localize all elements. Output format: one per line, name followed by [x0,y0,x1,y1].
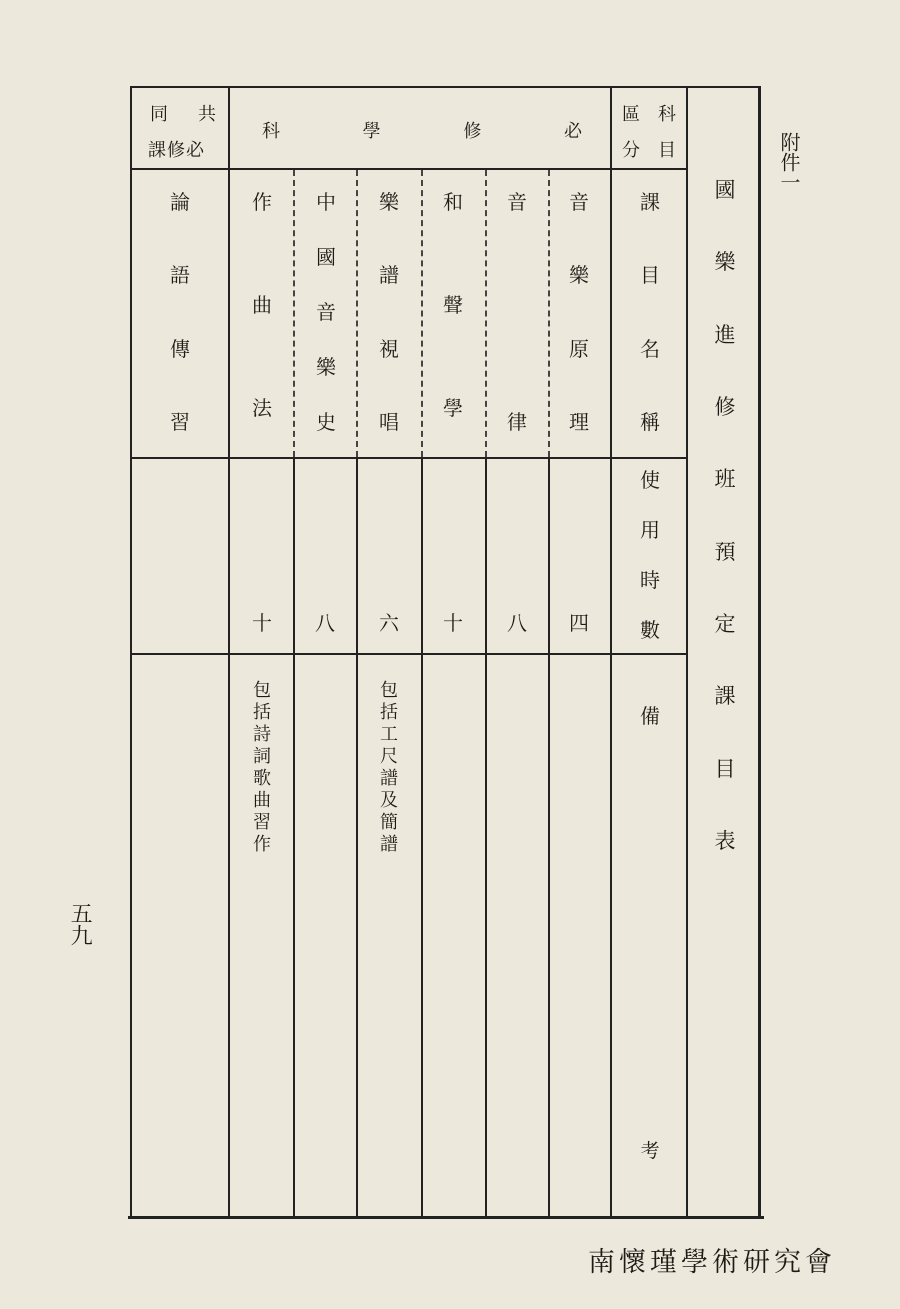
header-common-char: 共 [198,104,216,125]
header-common-char: 必 [186,140,204,161]
hours-4: 六 [379,611,399,635]
header-zone-char: 科 [658,104,676,125]
label-char: 考 [640,1140,660,1162]
label-char: 備 [640,704,660,728]
course-name-1: 音 樂 原 理 [569,190,589,434]
label-char: 名 [640,336,660,361]
col-divider-5-upper [293,170,295,457]
label-hours [638,470,662,640]
header-required-char: 學 [362,121,381,142]
appendix-label: 附件一 [777,132,801,192]
label-column-divider [610,86,612,1216]
course-name-4: 樂 譜 視 唱 [379,190,399,434]
header-zone-char: 區 [622,104,640,125]
course-name-2: 音 律 [507,190,527,434]
col-divider-2-upper [485,170,487,457]
hours-5: 八 [315,611,335,635]
col-divider-4-lower [356,459,358,1216]
col-divider-1-upper [548,170,550,457]
col-divider-3-upper [421,170,423,457]
col-divider-1-lower [548,459,550,1216]
table-bottom-border [128,1216,764,1219]
label-remarks-b [638,1142,662,1161]
common-required-divider [228,86,230,1216]
title-char: 進 [714,322,736,347]
course-name-6: 作 曲 法 [252,190,272,420]
label-remarks-a [638,706,662,726]
header-zone [622,100,676,162]
footer-publisher: 南懷瑾學術研究會 [588,1247,836,1278]
col-divider-3-lower [421,459,423,1216]
header-required-char: 必 [563,121,582,142]
title-char: 課 [714,684,736,709]
title-char: 定 [714,611,736,636]
label-char: 目 [640,263,660,288]
label-char: 稱 [640,409,660,434]
label-course-name [638,192,662,432]
title-char: 國 [714,178,736,202]
label-char: 時 [640,568,660,592]
hours-6: 十 [252,611,272,635]
hours-1: 四 [569,611,589,635]
table-top-border [132,86,758,88]
title-char: 樂 [714,250,736,275]
remark-course-4: 包 括 工 尺 譜 及 簡 譜 [380,680,398,855]
label-char: 數 [640,618,660,642]
label-char: 用 [640,518,660,542]
header-common-char: 同 [150,104,168,125]
hours-2: 八 [507,611,527,635]
page-number: 五九 [67,902,93,946]
table-title [708,180,742,852]
header-required-char: 修 [463,121,482,142]
hours-3: 十 [443,611,463,635]
table-left-border [130,86,132,1218]
remark-course-6: 包 括 詩 詞 歌 曲 習 作 [253,680,271,855]
common-course-name: 論 語 傳 習 [170,190,190,434]
header-common-char: 課 [148,140,166,161]
col-divider-5-lower [293,459,295,1216]
course-name-3: 和 聲 學 [443,190,463,420]
header-required-char: 科 [262,121,280,142]
col-divider-2-lower [485,459,487,1216]
header-zone-char: 目 [658,140,676,161]
title-char: 預 [714,539,736,564]
title-char: 目 [714,756,736,781]
label-char: 使 [640,468,660,492]
header-common [148,100,216,162]
col-divider-4-upper [356,170,358,457]
label-char: 課 [640,190,660,214]
title-column-divider [686,86,688,1216]
hours-row-divider [132,653,686,655]
header-required [262,117,582,143]
name-row-divider [132,457,686,459]
header-common-char: 修 [167,140,185,161]
title-char: 修 [714,394,736,419]
header-zone-char: 分 [622,140,640,161]
table-right-border [758,86,761,1218]
course-name-5: 中 國 音 樂 史 [316,190,336,434]
title-char: 表 [714,828,736,853]
title-char: 班 [714,467,736,492]
header-row-divider [132,168,686,170]
